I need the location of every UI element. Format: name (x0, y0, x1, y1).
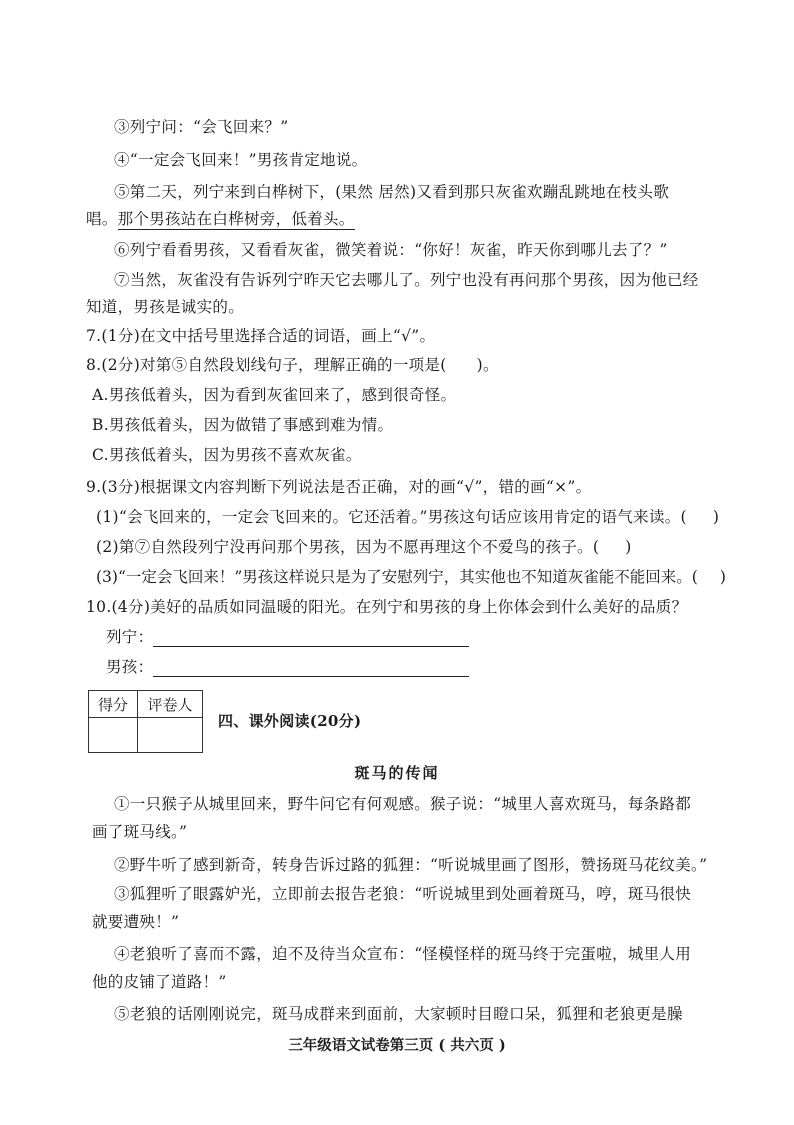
question-9: 9.(3分)根据课文内容判断下列说法是否正确，对的画“√”，错的画“×”。 (86, 478, 592, 496)
score-table (88, 690, 203, 753)
question-9-item-3-close: ) (719, 568, 726, 586)
question-10-lenin-row (106, 627, 469, 647)
question-9-item-2 (96, 537, 632, 557)
story-paragraph-3-line-1: ③狐狸听了眼露妒光，立即前去报告老狼：“听说城里到处画着斑马，哼，斑马很快 (114, 885, 692, 903)
question-9-item-1 (96, 507, 719, 527)
question-9-item-2-text: (2)第⑦自然段列宁没再问那个男孩，因为不愿再理这个不爱鸟的孩子。( (96, 538, 600, 556)
paragraph-5-line-1: ⑤第二天，列宁来到白桦树下，(果然 居然)又看到那只灰雀欢蹦乱跳地在枝头歌 (114, 183, 670, 201)
answer-line-lenin[interactable] (153, 630, 469, 647)
story-paragraph-4-line-1: ④老狼听了喜而不露，迫不及待当众宣布：“怪模怪样的斑马终于完蛋啦，城里人用 (114, 945, 692, 963)
answer-line-boy[interactable] (153, 660, 469, 677)
question-9-item-2-close: ) (625, 538, 632, 556)
question-9-item-3-text: (3)“一定会飞回来！”男孩这样说只是为了安慰列宁，其实他也不知道灰雀能不能回来。( (96, 568, 698, 586)
paragraph-6: ⑥列宁看看男孩，又看看灰雀，微笑着说：“你好！灰雀，昨天你到哪儿去了？” (114, 241, 668, 259)
story-paragraph-4-line-2: 他的皮铺了道路！” (92, 973, 227, 991)
story-paragraph-3-line-2: 就要遭殃！” (92, 913, 180, 931)
underlined-sentence: 那个男孩站在白桦树旁，低着头。 (117, 210, 355, 228)
question-8-end: )。 (476, 356, 499, 374)
paragraph-5-line-2 (86, 209, 355, 229)
question-10-boy-row (106, 657, 469, 677)
paragraph-3: ③列宁问：“会飞回来？” (114, 118, 289, 136)
grader-cell[interactable] (138, 718, 203, 753)
question-9-item-1-close: ) (712, 508, 720, 526)
paragraph-4: ④“一定会飞回来！”男孩肯定地说。 (114, 151, 368, 169)
question-8-text: 8.(2分)对第⑤自然段划线句子，理解正确的一项是( (86, 356, 447, 374)
question-10-boy-label: 男孩： (106, 658, 154, 676)
story-paragraph-1-line-1: ①一只猴子从城里回来，野牛问它有何观感。猴子说：“城里人喜欢斑马，每条路都 (114, 795, 692, 813)
story-paragraph-2: ②野牛听了感到新奇，转身告诉过路的狐狸：“听说城里画了图形，赞扬斑马花纹美。” (114, 856, 708, 874)
question-9-item-3 (96, 567, 726, 587)
question-10: 10.(4分)美好的品质如同温暖的阳光。在列宁和男孩的身上你体会到什么美好的品质？ (86, 598, 688, 616)
score-cell[interactable] (89, 718, 138, 753)
story-paragraph-1-line-2: 画了斑马线。” (92, 823, 188, 841)
story-paragraph-5-line-1: ⑤老狼的话刚刚说完，斑马成群来到面前，大家顿时目瞪口呆，狐狸和老狼更是臊 (114, 1005, 683, 1023)
question-8-option-a: A.男孩低着头，因为看到灰雀回来了，感到很奇怪。 (92, 386, 457, 404)
question-7: 7.(1分)在文中括号里选择合适的词语，画上“√”。 (86, 327, 436, 345)
question-8-option-b: B.男孩低着头，因为做错了事感到难为情。 (92, 416, 394, 434)
section-4-title: 四、课外阅读(20分) (218, 712, 362, 730)
paragraph-5-line-2-start: 唱。 (86, 210, 118, 228)
page-footer: 三年级语文试卷第三页 ( 共六页 ) (288, 1037, 506, 1054)
question-9-item-1-text: (1)“会飞回来的，一定会飞回来的。它还活着。”男孩这句话应该用肯定的语气来读。( (96, 508, 687, 526)
question-10-lenin-label: 列宁： (106, 628, 154, 646)
paragraph-7-line-1: ⑦当然，灰雀没有告诉列宁昨天它去哪儿了。列宁也没有再问那个男孩，因为他已经 (114, 271, 699, 289)
story-title: 斑马的传闻 (354, 764, 440, 782)
grader-header: 评卷人 (138, 691, 203, 718)
score-header: 得分 (89, 691, 138, 718)
question-8-option-c: C.男孩低着头，因为男孩不喜欢灰雀。 (92, 446, 362, 464)
question-8 (86, 355, 499, 375)
paragraph-7-line-2: 知道，男孩是诚实的。 (86, 298, 245, 316)
